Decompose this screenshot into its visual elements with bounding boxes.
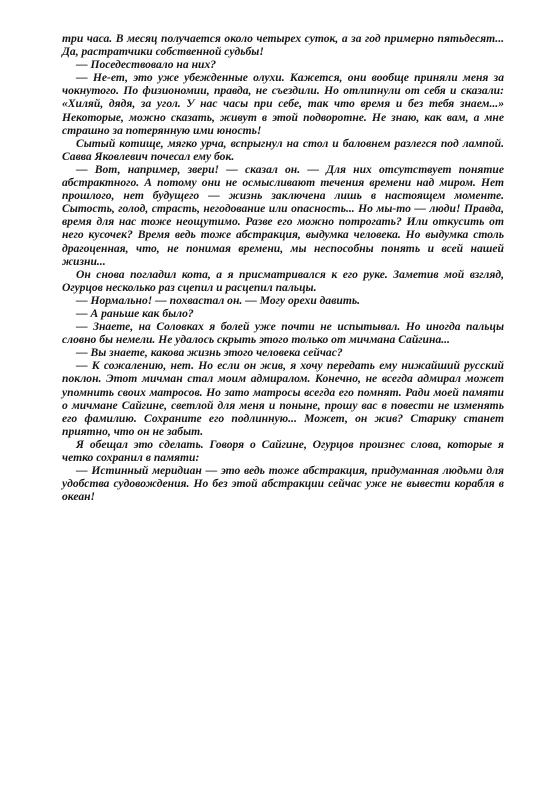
paragraph-13: — Истинный меридиан — это ведь тоже абстракция, придуманная людьми для удобства судовождения. Но без этой абстракции сейчас уже не вывести корабля в океан! [62, 464, 504, 504]
paragraph-8: — А раньше как было? [76, 306, 194, 320]
paragraph-3: — Не-ет, это уже убежденные олухи. Кажется, они вообще приняли меня за чокнутого. По физиономии, правда, не съездили. Но отлипнули от себя и сказали: «Хиляй, дядя, за угол. У нас часы при себе, так что время и без тебя знаем...» Некоторые, можно сказать, живут в этой подворотне. Не знаю, как вам, а мне страшно за потерянную ими юность! [62, 71, 504, 137]
book-page [62, 32, 504, 503]
paragraph-7: — Нормально! — похвастал он. — Могу орехи давить. [76, 293, 361, 307]
paragraph-4: Сытый котище, мягко урча, вспрыгнул на стол и баловнем разлегся под лампой. Савва Яковлевич почесал ему бок. [62, 136, 504, 163]
paragraph-5: — Вот, например, звери! — сказал он. — Для них отсутствует понятие абстрактного. А потому они не осмысливают течения времени над миром. Нет прошлого, нет будущего — жизнь заключена лишь в настоящем моменте. Сытость, голод, страсть, негодование или опасность... Но мы-то — люди! Правда, время для нас тоже неощутимо. Разве его можно потрогать? Или откусить от него кусочек? Время ведь тоже абстракция, выдумка человека. Но выдумка столь драгоценная, что, не понимая времени, мы неспособны понять и всей нашей жизни... [62, 162, 504, 268]
paragraph-10: — Вы знаете, какова жизнь этого человека сейчас? [76, 346, 343, 360]
paragraph-12: Я обещал это сделать. Говоря о Сайгине, Огурцов произнес слова, которые я четко сохранил в памяти: [62, 437, 504, 464]
paragraph-6: Он снова погладил кота, а я присматривался к его руке. Заметив мой взгляд, Огурцов несколько раз сцепил и расцепил пальцы. [62, 267, 504, 294]
paragraph-9: — Знаете, на Соловках я болей уже почти не испытывал. Но иногда пальцы словно бы немели. Не удалось скрыть этого только от мичмана Сайгина... [62, 320, 504, 347]
paragraph-11: — К сожалению, нет. Но если он жив, я хочу передать ему нижайший русский поклон. Этот мичман стал моим адмиралом. Конечно, не всегда адмирал может упомнить своих матросов. Но зато матросы всегда его помнят. Ради моей памяти о мичмане Сайгине, светлой для меня и поныне, прошу вас в повести не изменять его фамилию. Сохраните его подлинную... Может, он жив? Старику станет приятно, что он не забыт. [62, 359, 504, 438]
paragraph-2: — Поседествовало на них? [76, 58, 217, 72]
paragraph-1: три часа. В месяц получается около четырех суток, а за год примерно пятьдесят... Да, растратчики собственной судьбы! [62, 32, 504, 59]
